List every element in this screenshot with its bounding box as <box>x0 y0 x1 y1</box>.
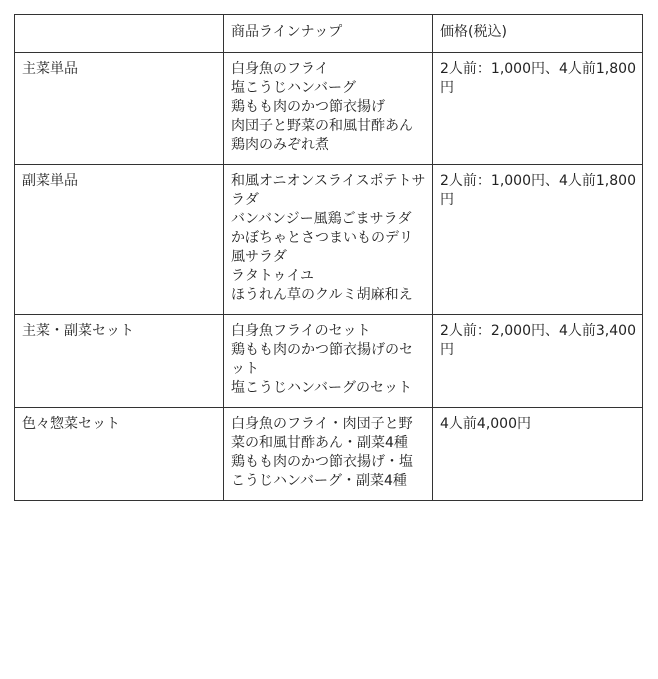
price-cell: 4人前4,000円 <box>433 408 643 501</box>
price-cell: 2人前：1,000円、4人前1,800円 <box>433 53 643 165</box>
lineup-item: ラタトゥイユ <box>231 268 314 284</box>
lineup-item: 塩こうじハンバーグのセット <box>231 380 413 396</box>
lineup-item: 肉団子と野菜の和風甘酢あん <box>231 118 413 134</box>
table-row <box>15 408 643 501</box>
category-cell: 色々惣菜セット <box>15 408 224 501</box>
lineup-item: 鶏肉のみぞれ煮 <box>231 137 329 153</box>
header-price: 価格(税込) <box>433 15 643 53</box>
lineup-item: 鶏もも肉のかつ節衣揚げのセット <box>231 342 413 377</box>
lineup-item: 白身魚フライのセット <box>231 323 371 339</box>
header-category <box>15 15 224 53</box>
lineup-item: バンバンジー風鶏ごまサラダ <box>231 211 412 227</box>
lineup-item: 鶏もも肉のかつ節衣揚げ <box>231 99 385 115</box>
lineup-cell <box>224 165 433 315</box>
lineup-cell <box>224 53 433 165</box>
price-cell: 2人前：1,000円、4人前1,800円 <box>433 165 643 315</box>
price-cell: 2人前：2,000円、4人前3,400円 <box>433 315 643 408</box>
category-cell: 主菜単品 <box>15 53 224 165</box>
table-row <box>15 53 643 165</box>
category-cell: 主菜・副菜セット <box>15 315 224 408</box>
product-price-table <box>14 14 643 501</box>
lineup-cell <box>224 315 433 408</box>
lineup-item: 和風オニオンスライスポテトサラダ <box>231 173 426 208</box>
lineup-cell <box>224 408 433 501</box>
table-row <box>15 315 643 408</box>
table-row <box>15 165 643 315</box>
category-cell: 副菜単品 <box>15 165 224 315</box>
lineup-item: 白身魚のフライ <box>231 61 329 77</box>
table-header-row <box>15 15 643 53</box>
lineup-item: ほうれん草のクルミ胡麻和え <box>231 287 413 303</box>
lineup-item: 鶏もも肉のかつ節衣揚げ・塩こうじハンバーグ・副菜4種 <box>231 454 413 489</box>
lineup-item: かぼちゃとさつまいものデリ風サラダ <box>231 230 413 265</box>
header-lineup: 商品ラインナップ <box>224 15 433 53</box>
lineup-item: 塩こうじハンバーグ <box>231 80 357 96</box>
lineup-item: 白身魚のフライ・肉団子と野菜の和風甘酢あん・副菜4種 <box>231 416 413 451</box>
